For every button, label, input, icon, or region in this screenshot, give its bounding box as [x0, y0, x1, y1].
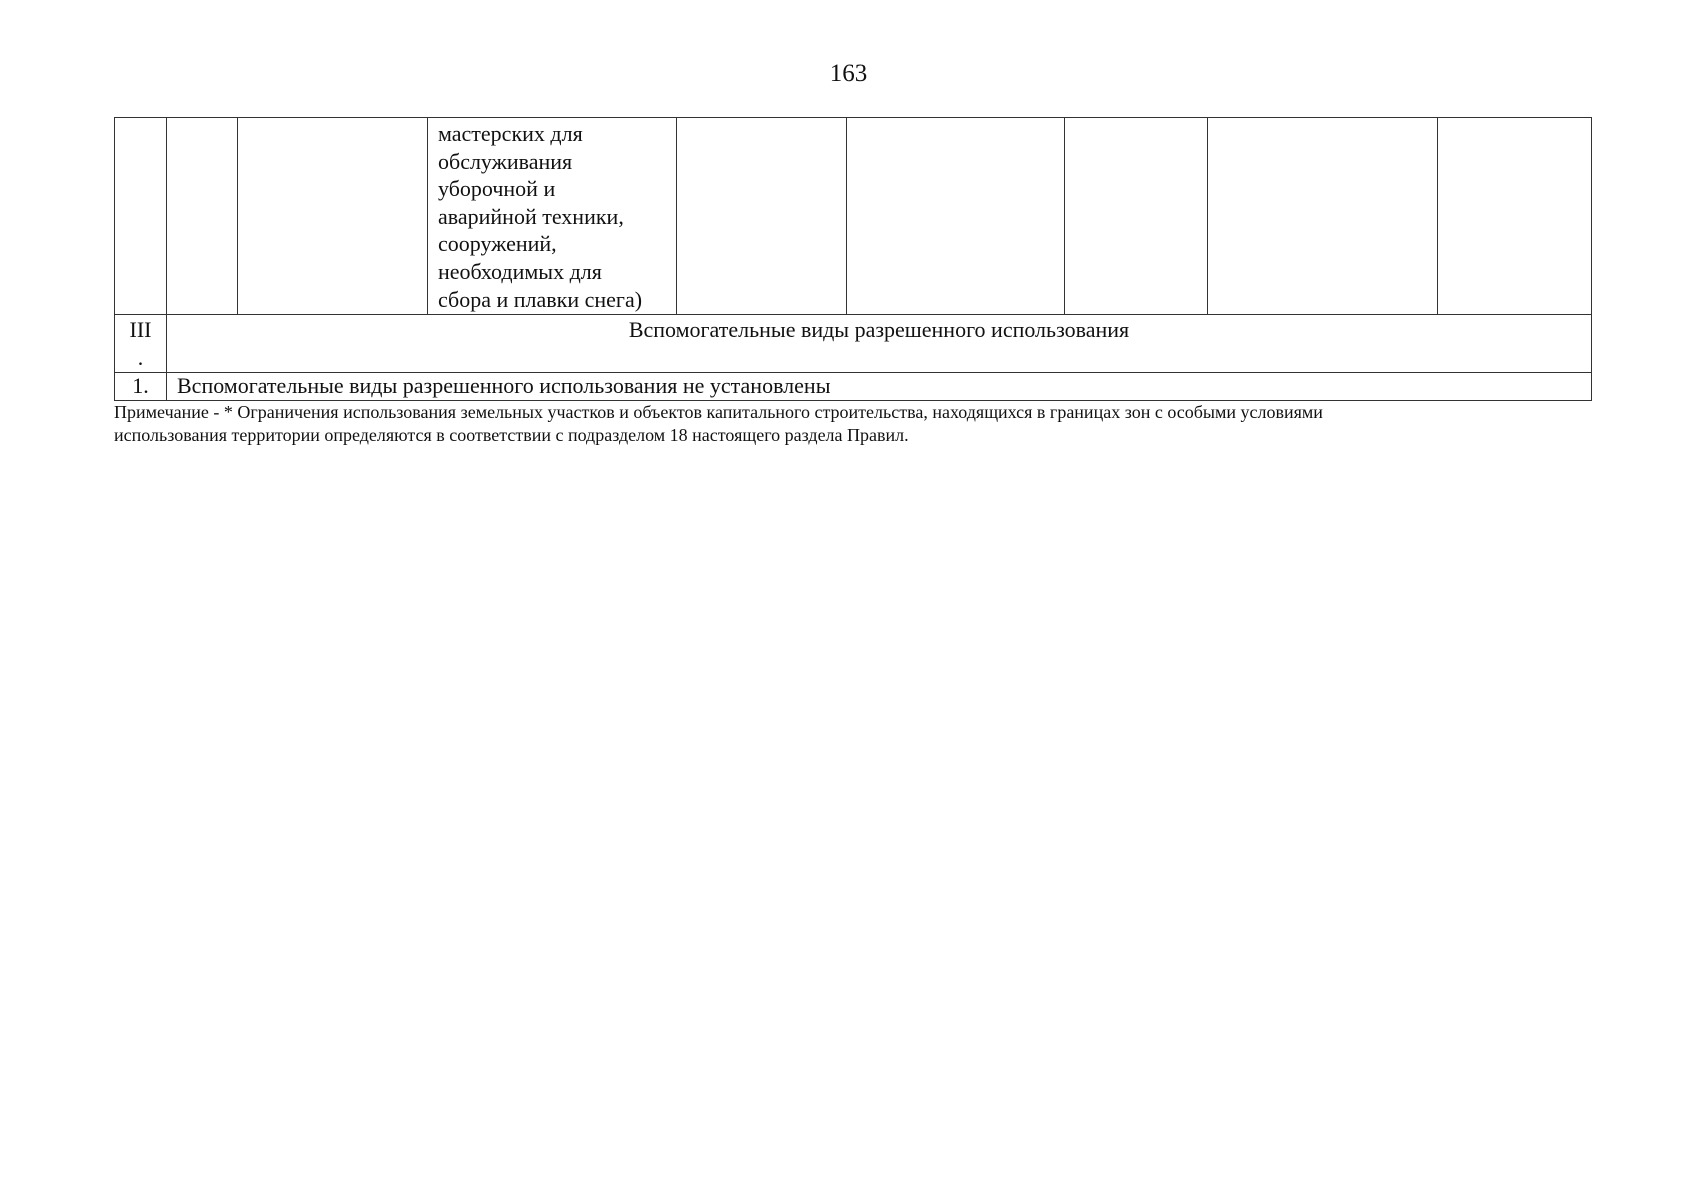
section-number: III . — [129, 317, 152, 370]
table-cell-continuation-text — [428, 118, 677, 315]
table-cell-empty — [167, 118, 238, 315]
item-number: 1. — [132, 373, 149, 398]
table-row — [115, 373, 1592, 401]
table-cell-empty — [1438, 118, 1592, 315]
table-cell-empty — [115, 118, 167, 315]
table-cell-empty — [847, 118, 1065, 315]
table-row-continuation — [115, 118, 1592, 315]
item-text: Вспомогательные виды разрешенного использования не установлены — [177, 373, 831, 398]
footnote: Примечание - * Ограничения использования земельных участков и объектов капитального строительства, находящихся в границах зон с особыми условиями использования территории определяются в соответствии с подразделом 18 настоящего раздела Правил. — [114, 402, 1323, 445]
continuation-text: мастерских для обслуживания уборочной и аварийной техники, сооружений, необходимых для сбора и плавки снега) — [438, 121, 643, 312]
table-cell-empty — [1065, 118, 1208, 315]
table-cell-empty — [1208, 118, 1438, 315]
table-cell-item-text — [167, 373, 1592, 401]
table-row-section-header — [115, 315, 1592, 373]
table-cell-empty — [677, 118, 847, 315]
page-number: 163 — [829, 60, 868, 87]
table-cell-section-number — [115, 315, 167, 373]
regulations-table — [114, 117, 1592, 401]
table-cell-section-title — [167, 315, 1592, 373]
section-title: Вспомогательные виды разрешенного использования — [628, 317, 1130, 342]
table-cell-item-number — [115, 373, 167, 401]
table-cell-empty — [238, 118, 428, 315]
